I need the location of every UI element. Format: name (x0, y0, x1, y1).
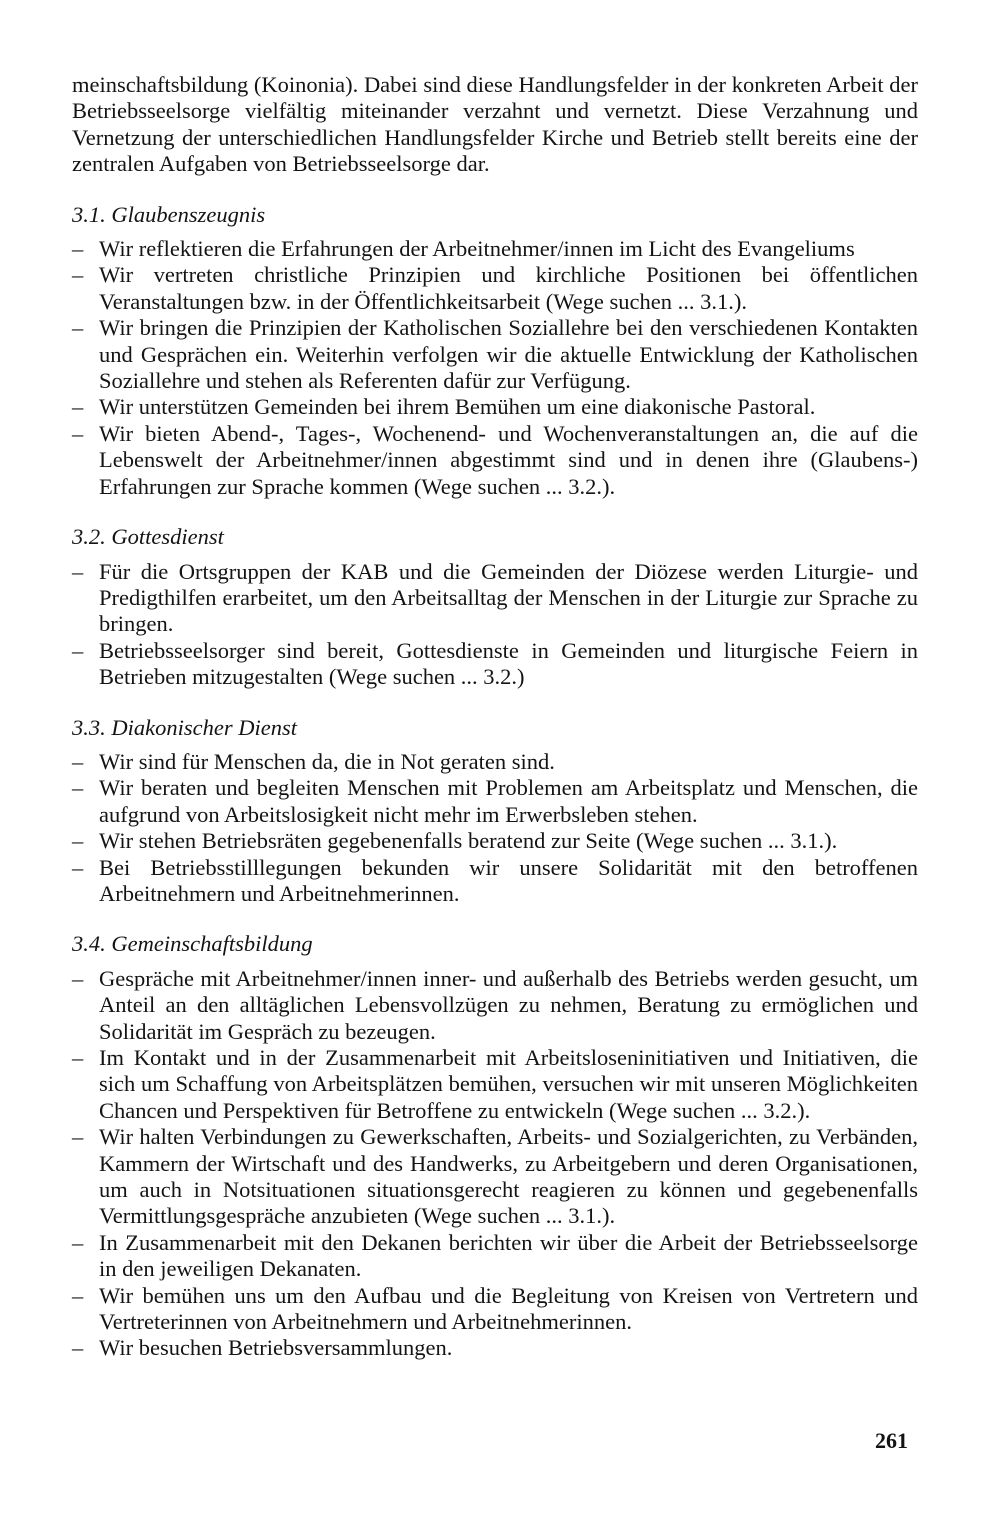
list-item (72, 1283, 918, 1336)
list-item (72, 1045, 918, 1124)
dash-bullet-icon: – (72, 262, 84, 288)
dash-bullet-icon: – (72, 828, 84, 854)
section-heading: 3.2. Gottesdienst (72, 524, 224, 550)
list-item (72, 828, 918, 854)
dash-bullet-icon: – (72, 558, 84, 584)
dash-bullet-icon: – (72, 1229, 84, 1255)
dash-bullet-icon: – (72, 420, 84, 446)
dash-bullet-icon: – (72, 1335, 84, 1361)
list-item-text: Bei Betriebsstilllegungen bekunden wir unsere Solidarität mit den betroffenen Arbeitnehmern und Arbeitnehmerinnen. (99, 854, 918, 906)
list-item-text: Wir halten Verbindungen zu Gewerkschaften, Arbeits- und Sozialgerichten, zu Verbänden, Kammern der Wirtschaft und des Handwerks, zu Arbeitgebern und deren Organisationen, um auch in Notsituationen situationsgerecht reagieren zu können und gegebenenfalls Vermittlungsgespräche anzubieten (Wege suchen ... 3.1.). (99, 1124, 918, 1229)
list-item-text: Im Kontakt und in der Zusammenarbeit mit Arbeitsloseninitiativen und Initiativen, die sich um Schaffung von Arbeitsplätzen bemühen, versuchen wir mit unseren Möglichkeiten Chancen und Perspektiven für Betroffene zu entwickeln (Wege suchen ... 3.2.). (99, 1045, 918, 1123)
dash-bullet-icon: – (72, 965, 84, 991)
list-item (72, 236, 918, 262)
section-heading: 3.1. Glaubenszeugnis (72, 201, 266, 227)
dash-bullet-icon: – (72, 394, 84, 420)
list-item (72, 1335, 918, 1361)
list-item-text: Wir bringen die Prinzipien der Katholischen Soziallehre bei den verschiedenen Kontakten und Gesprächen ein. Weiterhin verfolgen wir die aktuelle Entwicklung der Katholischen Soziallehre und stehen als Referenten dafür zur Verfügung. (99, 315, 918, 394)
dash-bullet-icon: – (72, 748, 84, 774)
list-item-text: In Zusammenarbeit mit den Dekanen berichten wir über die Arbeit der Betriebsseelsorge in den jeweiligen Dekanaten. (99, 1229, 918, 1282)
bullet-list (72, 749, 918, 907)
dash-bullet-icon: – (72, 1045, 84, 1070)
list-item-text: Wir bieten Abend-, Tages-, Wochenend- und Wochenveranstaltungen an, die auf die Lebenswelt der Arbeitnehmer/innen abgestimmt sind und in denen ihre (Glaubens-) Erfahrungen zur Sprache kommen (Wege suchen ... 3.2.). (99, 420, 918, 499)
dash-bullet-icon: – (72, 637, 84, 663)
dash-bullet-icon: – (72, 1124, 84, 1150)
list-item (72, 1124, 918, 1230)
list-item (72, 421, 918, 500)
list-item (72, 559, 918, 638)
list-item (72, 749, 918, 775)
list-item-text: Gespräche mit Arbeitnehmer/innen inner- und außerhalb des Betriebs werden gesucht, um Anteil an den alltäglichen Lebensvollzügen zu nehmen, Beratung zu ermöglichen und Solidarität im Gespräch zu bezeugen. (99, 965, 918, 1044)
list-item (72, 855, 918, 908)
intro-paragraph: meinschaftsbildung (Koinonia). Dabei sind diese Handlungsfelder in der konkreten Arbeit der Betriebsseelsorge vielfältig miteinander verzahnt und vernetzt. Diese Verzahnung und Vernetzung der unterschiedlichen Handlungsfelder Kirche und Betrieb stellt bereits eine der zentralen Aufgaben von Betriebsseelsorge dar. (72, 72, 918, 177)
list-item-text: Wir stehen Betriebsräten gegebenenfalls beratend zur Seite (Wege suchen ... 3.1.). (99, 828, 838, 854)
section-heading: 3.4. Gemeinschaftsbildung (72, 931, 313, 957)
list-item (72, 775, 918, 828)
list-item (72, 262, 918, 315)
list-item (72, 638, 918, 691)
list-item-text: Wir reflektieren die Erfahrungen der Arbeitnehmer/innen im Licht des Evangeliums (99, 236, 855, 262)
section-heading: 3.3. Diakonischer Dienst (72, 714, 297, 740)
dash-bullet-icon: – (72, 854, 84, 880)
bullet-list (72, 559, 918, 691)
list-item-text: Wir besuchen Betriebsversammlungen. (99, 1335, 453, 1361)
list-item-text: Wir beraten und begleiten Menschen mit Problemen am Arbeitsplatz und Menschen, die aufgrund von Arbeitslosigkeit nicht mehr im Erwerbsleben stehen. (99, 775, 918, 827)
page-number: 261 (875, 1428, 908, 1453)
list-item-text: Wir sind für Menschen da, die in Not geraten sind. (99, 748, 555, 774)
list-item-text: Betriebsseelsorger sind bereit, Gottesdienste in Gemeinden und liturgische Feiern in Betrieben mitzugestalten (Wege suchen ... 3.2.) (99, 637, 918, 690)
list-item-text: Wir bemühen uns um den Aufbau und die Begleitung von Kreisen von Vertretern und Vertreterinnen von Arbeitnehmern und Arbeitnehmerinnen. (99, 1282, 918, 1335)
list-item-text: Für die Ortsgruppen der KAB und die Gemeinden der Diözese werden Liturgie- und Predigthilfen erarbeitet, um den Arbeitsalltag der Menschen in der Liturgie zur Sprache zu bringen. (99, 558, 918, 637)
list-item-text: Wir unterstützen Gemeinden bei ihrem Bemühen um eine diakonische Pastoral. (99, 394, 816, 420)
list-item (72, 394, 918, 420)
dash-bullet-icon: – (72, 1282, 84, 1308)
list-item-text: Wir vertreten christliche Prinzipien und kirchliche Positionen bei öffentlichen Veranstaltungen bzw. in der Öffentlichkeitsarbeit (Wege suchen ... 3.1.). (99, 262, 918, 314)
bullet-list (72, 236, 918, 500)
dash-bullet-icon: – (72, 315, 84, 341)
list-item (72, 966, 918, 1045)
bullet-list (72, 966, 918, 1362)
list-item (72, 1230, 918, 1283)
dash-bullet-icon: – (72, 236, 84, 262)
dash-bullet-icon: – (72, 775, 84, 801)
document-page (72, 72, 918, 1362)
sections-container (72, 202, 918, 1362)
list-item (72, 315, 918, 394)
